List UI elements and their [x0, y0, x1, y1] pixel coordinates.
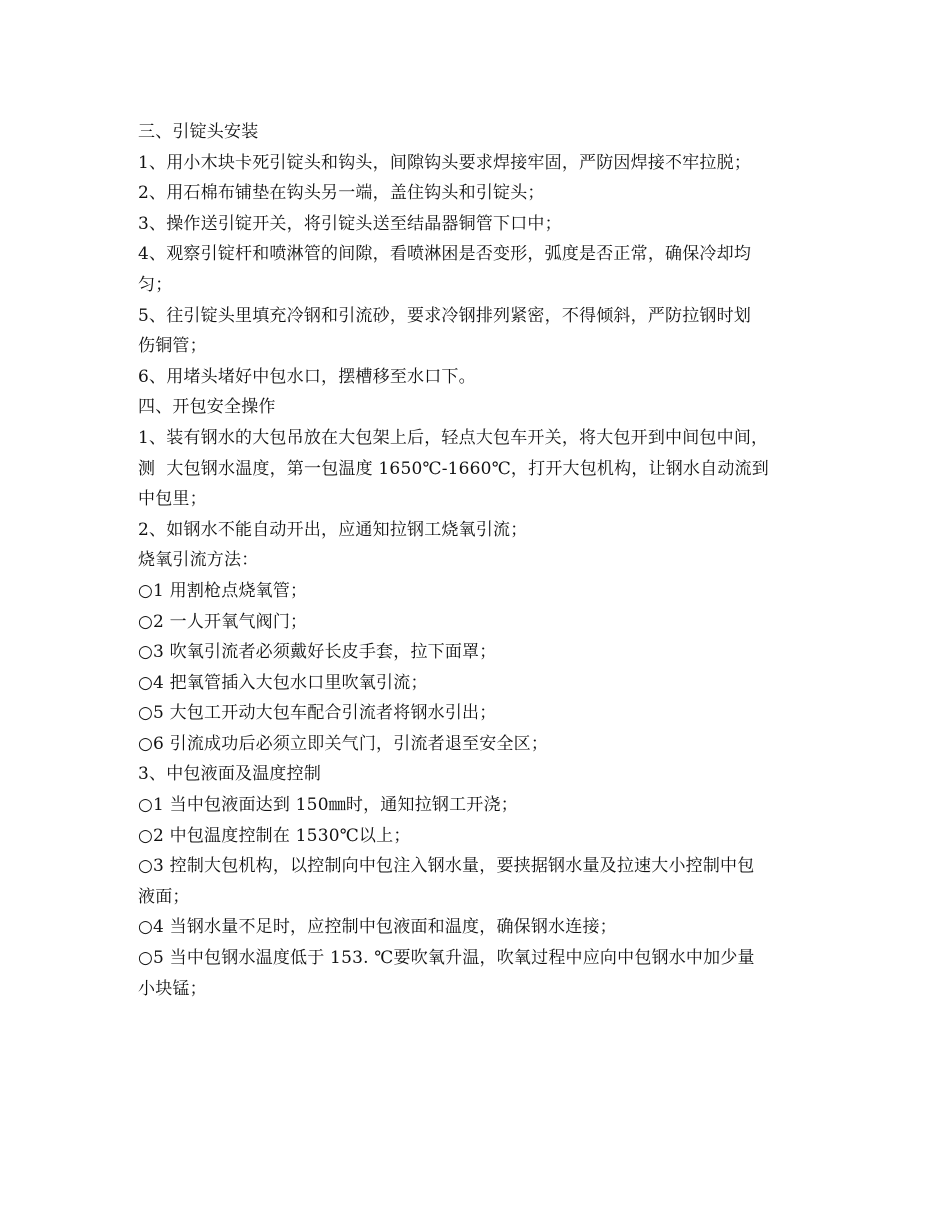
text-line: 5、往引锭头里填充冷钢和引流砂，要求冷钢排列紧密，不得倾斜，严防拉钢时划: [138, 305, 752, 326]
list-item: ○5 大包工开动大包车配合引流者将钢水引出；: [138, 703, 497, 724]
text-line: 1、用小木块卡死引锭头和钩头，间隙钩头要求焊接牢固，严防因焊接不牢拉脱；: [138, 152, 752, 173]
text-line: 6、用堵头堵好中包水口，摆槽移至水口下。: [138, 366, 476, 387]
text-line: 匀；: [138, 274, 173, 295]
list-item: ○1 当中包液面达到 150㎜时，通知拉钢工开浇；: [138, 795, 518, 816]
list-item: ○4 当钢水量不足时，应控制中包液面和温度，确保钢水连接；: [138, 917, 617, 938]
text-line: 2、如钢水不能自动开出，应通知拉钢工烧氧引流；: [138, 519, 528, 540]
text-line: 4、观察引锭杆和喷淋管的间隙，看喷淋困是否变形，弧度是否正常，确保冷却均: [138, 244, 752, 265]
list-item: 小块锰；: [138, 978, 207, 999]
list-item: ○3 吹氧引流者必须戴好长皮手套，拉下面罩；: [138, 642, 497, 663]
section-heading: 四、开包安全操作: [138, 397, 276, 418]
list-item: ○2 中包温度控制在 1530℃以上；: [138, 825, 411, 846]
section-heading: 三、引锭头安装: [138, 122, 259, 142]
list-item: 液面；: [138, 886, 190, 907]
list-item: ○3 控制大包机构，以控制向中包注入钢水量，要挟据钢水量及拉速大小控制中包: [138, 856, 755, 877]
document-body: [138, 117, 828, 1004]
text-line: 1、装有钢水的大包吊放在大包架上后，轻点大包车开关，将大包开到中间包中间，: [138, 427, 769, 448]
subheading: 烧氧引流方法：: [138, 550, 259, 571]
text-line: 测 大包钢水温度，第一包温度 1650℃-1660℃，打开大包机构，让钢水自动流到: [138, 458, 769, 479]
list-item: ○4 把氧管插入大包水口里吹氧引流；: [138, 672, 428, 693]
text-line: 中包里；: [138, 489, 207, 510]
list-item: ○2 一人开氧气阀门；: [138, 611, 308, 632]
list-item: ○5 当中包钢水温度低于 153. ℃要吹氧升温，吹氧过程中应向中包钢水中加少量: [138, 948, 755, 969]
text-line: 伤铜管；: [138, 336, 207, 357]
list-item: ○1 用割枪点烧氧管；: [138, 580, 308, 601]
subheading: 3、中包液面及温度控制: [138, 764, 322, 785]
text-line: 3、操作送引锭开关，将引锭头送至结晶器铜管下口中；: [138, 213, 562, 234]
text-line: 2、用石棉布铺垫在钩头另一端，盖住钩头和引锭头；: [138, 183, 545, 204]
list-item: ○6 引流成功后必须立即关气门，引流者退至安全区；: [138, 733, 549, 754]
